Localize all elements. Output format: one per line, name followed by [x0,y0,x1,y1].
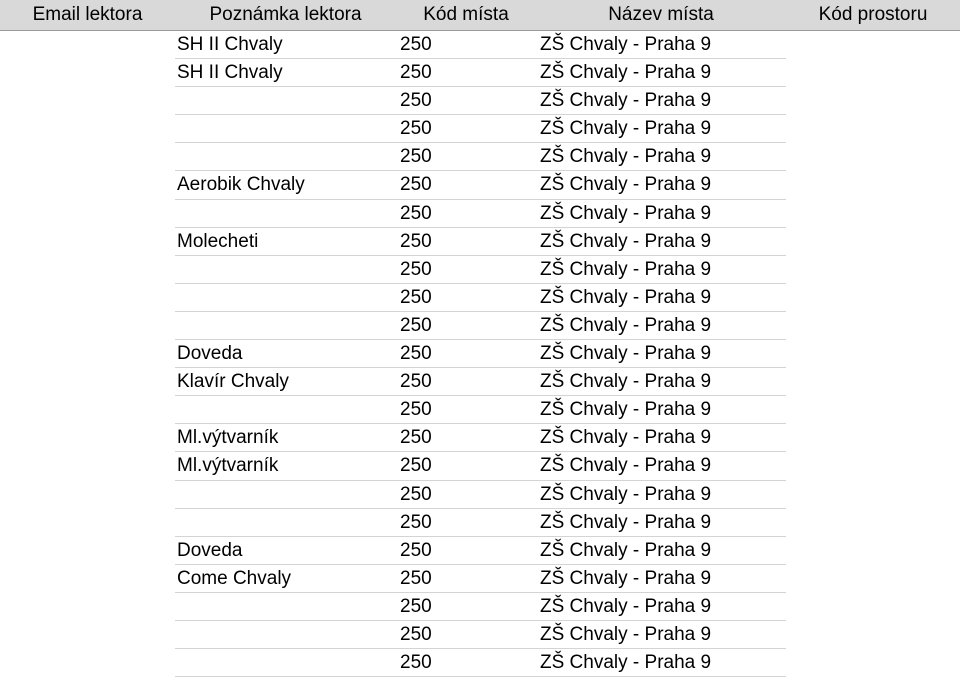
note-cell[interactable]: SH II Chvaly [177,34,283,55]
note-cell[interactable] [177,481,394,509]
table-row[interactable] [0,593,960,621]
code-cell[interactable]: 250 [400,455,432,477]
note-cell[interactable]: Come Chvaly [177,567,292,589]
name-cell[interactable]: ZŠ Chvaly - Praha 9 [540,34,712,55]
table-row[interactable] [0,87,960,115]
note-cell[interactable] [177,621,394,649]
note-cell[interactable] [177,649,394,677]
code-cell[interactable]: 250 [400,567,432,589]
column-header-kod-prostoru[interactable]: Kód prostoru [818,4,928,25]
code-cell[interactable]: 250 [400,483,432,505]
note-cell[interactable]: SH II Chvaly [177,62,283,84]
name-cell[interactable]: ZŠ Chvaly - Praha 9 [540,343,712,365]
table-row[interactable] [0,171,960,199]
code-cell[interactable]: 250 [400,314,432,336]
name-cell[interactable]: ZŠ Chvaly - Praha 9 [540,62,712,84]
note-cell[interactable]: Molecheti [177,230,259,252]
note-cell[interactable]: Doveda [177,343,243,365]
table-row[interactable] [0,509,960,537]
note-cell[interactable]: Ml.výtvarník [177,427,279,449]
name-cell[interactable]: ZŠ Chvaly - Praha 9 [540,286,712,308]
note-cell[interactable] [177,509,394,537]
table-row[interactable] [0,31,960,59]
code-cell[interactable]: 250 [400,230,432,252]
note-cell[interactable]: Ml.výtvarník [177,455,279,477]
table-row[interactable] [0,340,960,368]
code-cell[interactable]: 250 [400,343,432,365]
name-cell[interactable]: ZŠ Chvaly - Praha 9 [540,511,712,533]
table-body [0,31,960,677]
table-row[interactable] [0,200,960,228]
name-cell[interactable]: ZŠ Chvaly - Praha 9 [540,567,712,589]
code-cell[interactable]: 250 [400,652,432,674]
code-cell[interactable]: 250 [400,595,432,617]
name-cell[interactable]: ZŠ Chvaly - Praha 9 [540,539,712,561]
name-cell[interactable]: ZŠ Chvaly - Praha 9 [540,174,712,196]
table-row[interactable] [0,452,960,480]
table-row[interactable] [0,537,960,565]
name-cell[interactable]: ZŠ Chvaly - Praha 9 [540,146,712,168]
code-cell[interactable]: 250 [400,118,432,140]
column-header-nazev-mista[interactable]: Název místa [608,4,714,25]
table-row[interactable] [0,565,960,593]
note-cell[interactable]: Klavír Chvaly [177,371,289,393]
table-row[interactable] [0,228,960,256]
code-cell[interactable]: 250 [400,202,432,224]
code-cell[interactable]: 250 [400,90,432,112]
code-cell[interactable]: 250 [400,539,432,561]
note-cell[interactable] [177,256,394,284]
note-cell[interactable] [177,200,394,228]
code-cell[interactable]: 250 [400,623,432,645]
code-cell[interactable]: 250 [400,258,432,280]
name-cell[interactable]: ZŠ Chvaly - Praha 9 [540,427,712,449]
table-row[interactable] [0,424,960,452]
name-cell[interactable]: ZŠ Chvaly - Praha 9 [540,230,712,252]
name-cell[interactable]: ZŠ Chvaly - Praha 9 [540,483,712,505]
note-cell[interactable] [177,593,394,621]
note-cell[interactable] [177,396,394,424]
code-cell[interactable]: 250 [400,371,432,393]
table-row[interactable] [0,481,960,509]
code-cell[interactable]: 250 [400,427,432,449]
table-row[interactable] [0,312,960,340]
name-cell[interactable]: ZŠ Chvaly - Praha 9 [540,258,712,280]
name-cell[interactable]: ZŠ Chvaly - Praha 9 [540,652,712,674]
table-row[interactable] [0,115,960,143]
table-row[interactable] [0,621,960,649]
name-cell[interactable]: ZŠ Chvaly - Praha 9 [540,399,712,421]
table-row[interactable] [0,256,960,284]
table-row[interactable] [0,368,960,396]
note-cell[interactable] [177,284,394,312]
code-cell[interactable]: 250 [400,286,432,308]
table-row[interactable] [0,59,960,87]
note-cell[interactable] [177,143,394,171]
table-row[interactable] [0,649,960,677]
note-cell[interactable]: Doveda [177,539,243,561]
code-cell[interactable]: 250 [400,511,432,533]
name-cell[interactable]: ZŠ Chvaly - Praha 9 [540,371,712,393]
name-cell[interactable]: ZŠ Chvaly - Praha 9 [540,595,712,617]
column-header-kod-mista[interactable]: Kód místa [423,4,509,25]
note-cell[interactable] [177,87,394,115]
table-row[interactable] [0,143,960,171]
code-cell[interactable]: 250 [400,146,432,168]
column-header-poznamka-lektora[interactable]: Poznámka lektora [209,4,362,25]
table-header [0,0,960,31]
column-header-email-lektora[interactable]: Email lektora [32,4,143,25]
note-cell[interactable]: Aerobik Chvaly [177,174,305,196]
name-cell[interactable]: ZŠ Chvaly - Praha 9 [540,623,712,645]
name-cell[interactable]: ZŠ Chvaly - Praha 9 [540,314,712,336]
name-cell[interactable]: ZŠ Chvaly - Praha 9 [540,118,712,140]
table-row[interactable] [0,284,960,312]
note-cell[interactable] [177,115,394,143]
name-cell[interactable]: ZŠ Chvaly - Praha 9 [540,455,712,477]
code-cell[interactable]: 250 [400,174,432,196]
code-cell[interactable]: 250 [400,399,432,421]
name-cell[interactable]: ZŠ Chvaly - Praha 9 [540,202,712,224]
table-row[interactable] [0,396,960,424]
name-cell[interactable]: ZŠ Chvaly - Praha 9 [540,90,712,112]
note-cell[interactable] [177,312,394,340]
code-cell[interactable]: 250 [400,34,432,55]
code-cell[interactable]: 250 [400,62,432,84]
